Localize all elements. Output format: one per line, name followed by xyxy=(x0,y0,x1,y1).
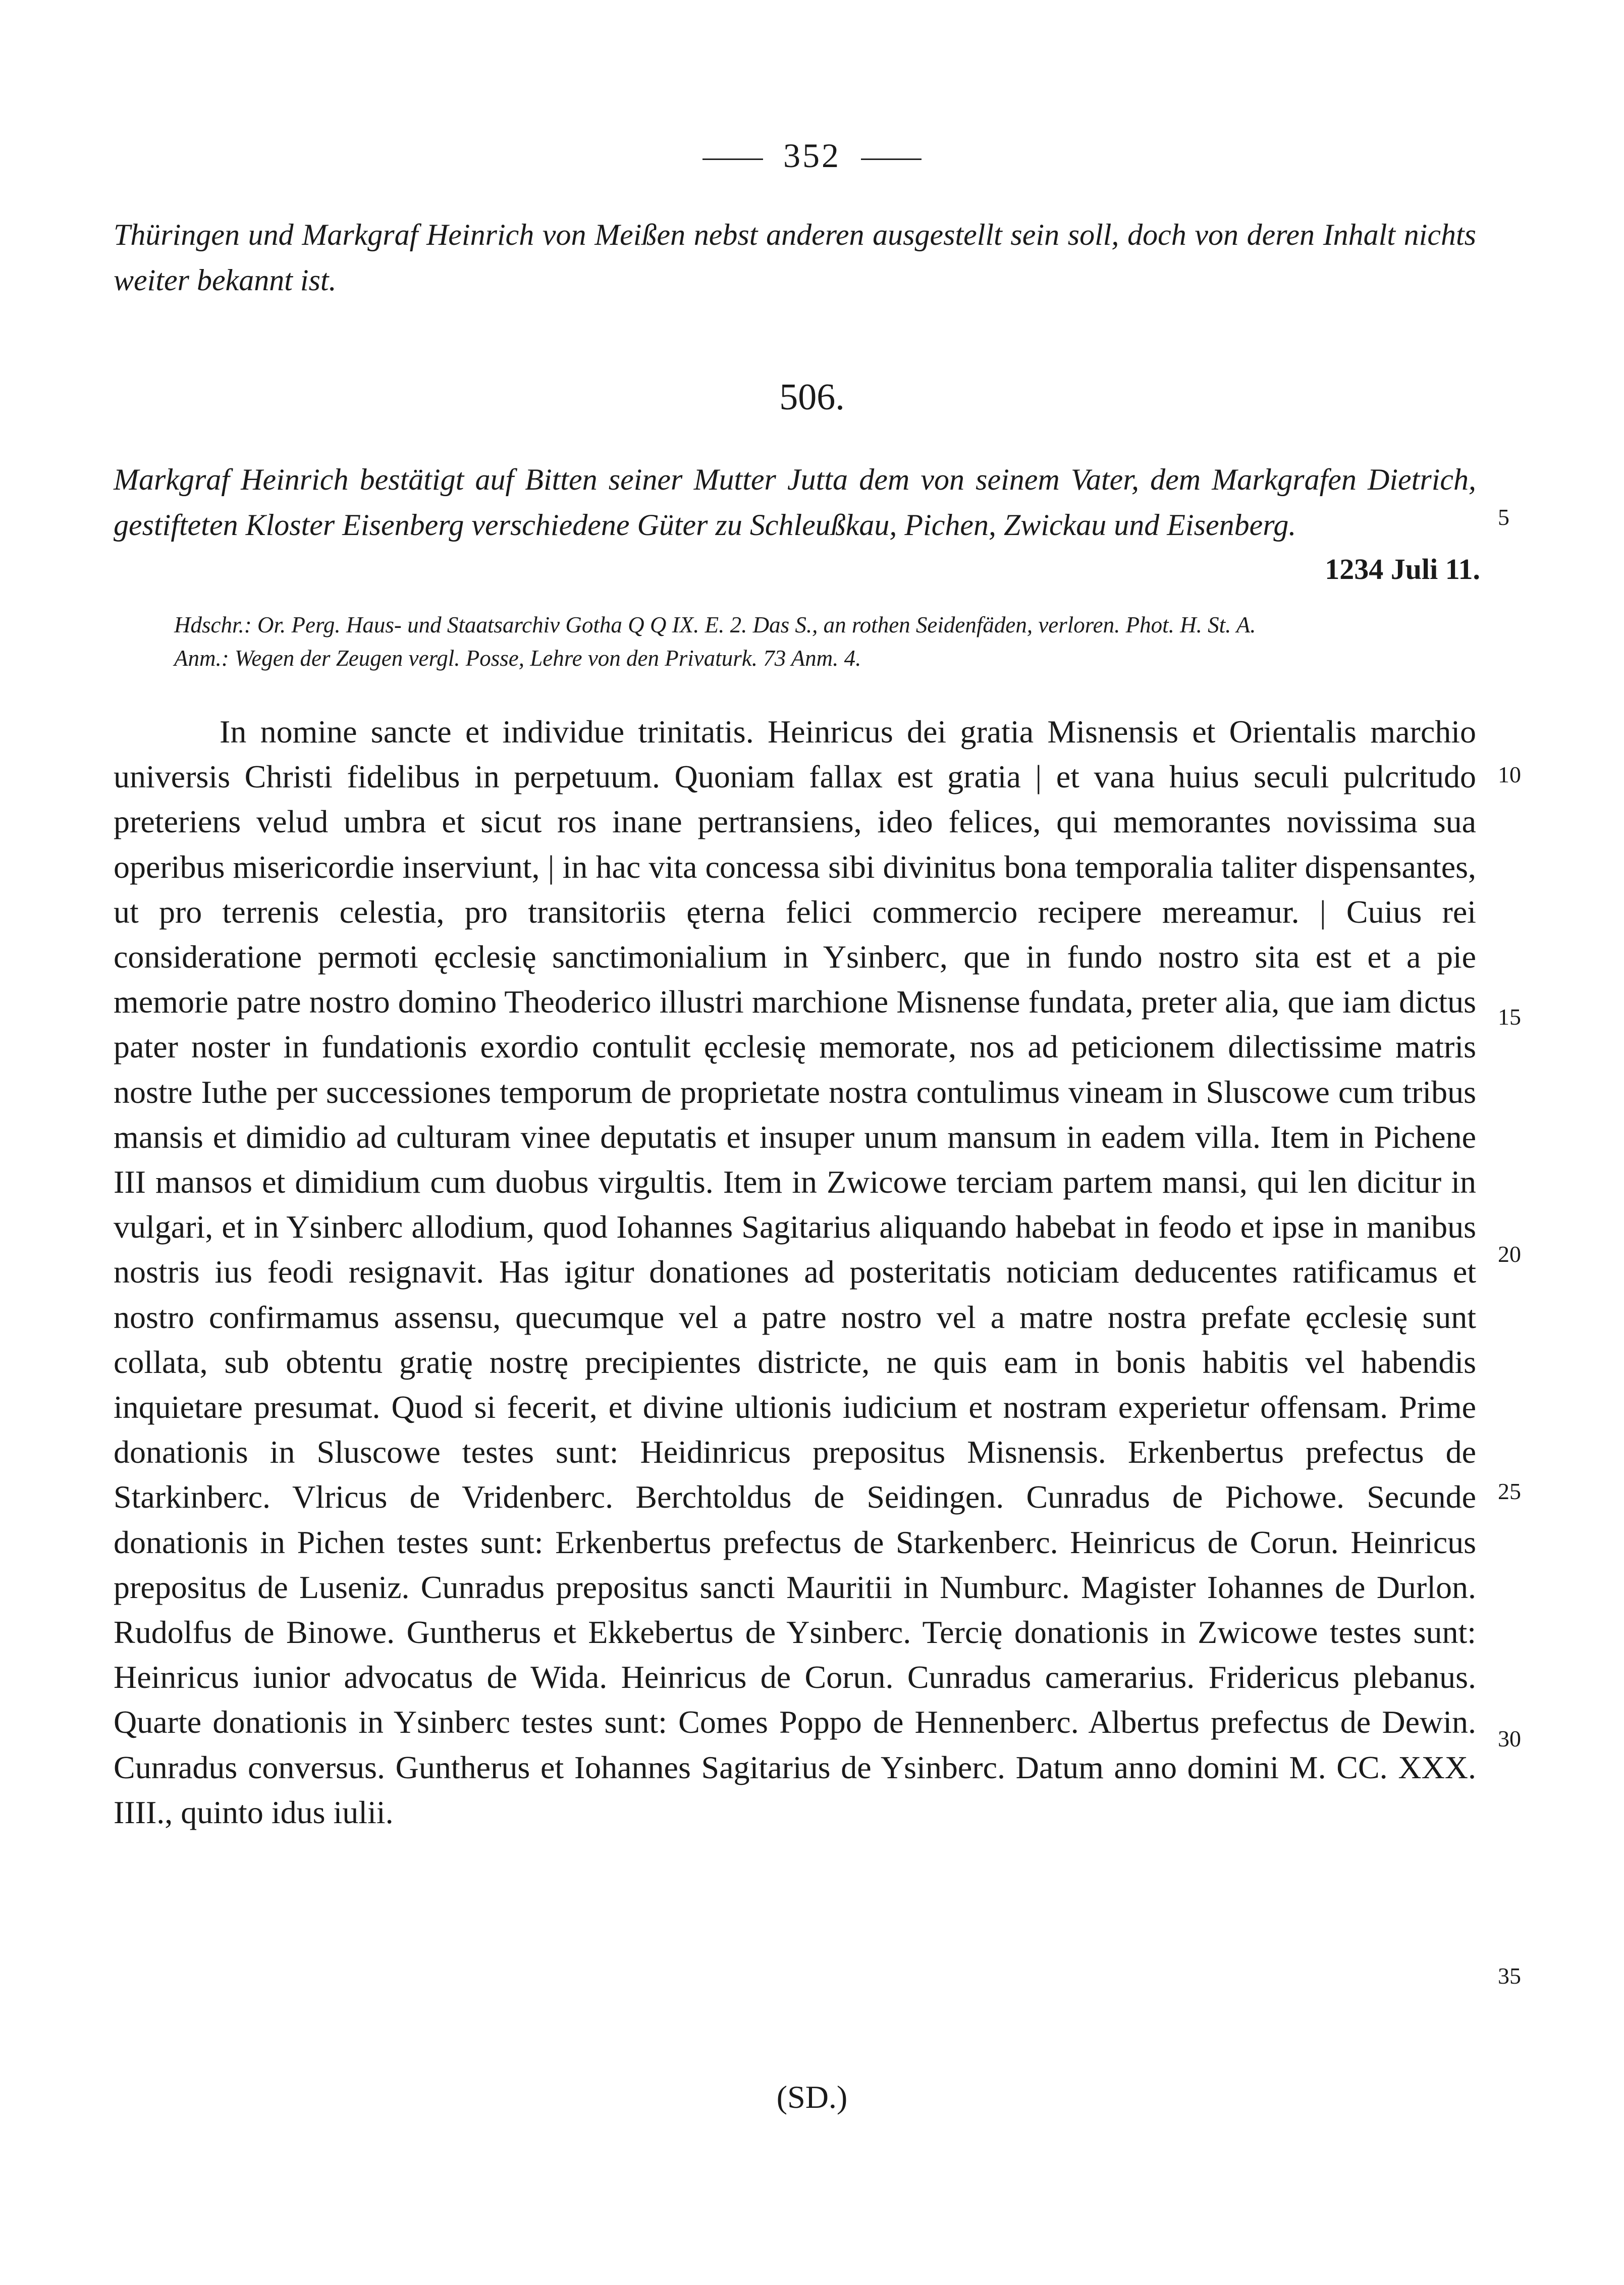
head-rule-right xyxy=(861,158,922,160)
line-number-35: 35 xyxy=(1498,1963,1521,1989)
head-rule-left xyxy=(702,158,763,160)
running-head xyxy=(0,135,1624,176)
line-number-5: 5 xyxy=(1498,504,1509,530)
annotation-label: Anm.: xyxy=(174,646,229,671)
page-number: 352 xyxy=(783,136,841,175)
line-number-30: 30 xyxy=(1498,1726,1521,1751)
signature-note: (SD.) xyxy=(776,2079,848,2115)
annotation-text: Wegen der Zeugen vergl. Posse, Lehre von den Privaturk. 73 Anm. 4. xyxy=(234,646,861,671)
charter-text xyxy=(114,709,1476,1835)
regest-summary: Markgraf Heinrich bestätigt auf Bitten seiner Mutter Jutta dem von seinem Vater, dem Markgrafen Dietrich, gestifteten Kloster Eisenberg verschiedene Güter zu Schleußkau, Pichen, Zwickau und Eisenberg. xyxy=(114,463,1476,542)
document-number: 506. xyxy=(779,377,845,418)
source-label: Hdschr.: xyxy=(174,612,252,637)
source-notes xyxy=(174,608,1496,675)
line-number-25: 25 xyxy=(1498,1478,1521,1504)
source-text: Or. Perg. Haus- und Staatsarchiv Gotha Q Q IX. E. 2. Das S., an rothen Seidenfäden, verloren. Phot. H. St. A. xyxy=(257,612,1256,637)
line-number-15: 15 xyxy=(1498,1004,1521,1030)
regest-date: 1234 Juli 11. xyxy=(1325,553,1480,586)
line-number-20: 20 xyxy=(1498,1241,1521,1267)
annotation-note xyxy=(174,642,1496,675)
charter-body: In nomine sancte et individue trinitatis. Heinricus dei gratia Misnensis et Orientalis marchio universis Christi fidelibus in perpetuum. Quoniam fallax est gratia | et vana huius seculi pulcritudo preteriens velud umbra et sicut ros inane pertransiens, ideo felices, qui memorantes novissima sua operibus misericordie inserviunt, | in hac vita concessa sibi divinitus bona temporalia taliter dispensantes, ut pro terrenis celestia, pro transitoriis ęterna felici commercio recipere mereamur. | Cuius rei consideratione permoti ęcclesię sanctimonialium in Ysinberc, que in fundo nostro sita est et a pie memorie patre nostro domino Theoderico illustri marchione Misnense fundata, preter alia, que iam dictus pater noster in fundationis exordio contulit ęcclesię memorate, nos ad peticionem dilectissime matris nostre Iuthe per successiones temporum de proprietate nostra contulimus vineam in Sluscowe cum tribus mansis et dimidio ad culturam vinee deputatis et insuper unum mansum in eadem villa. Item in Pichene III mansos et dimidium cum duobus virgultis. Item in Zwicowe terciam partem mansi, qui len dicitur in vulgari, et in Ysinberc allodium, quod Iohannes Sagitarius aliquando habebat in feodo et ipse in manibus nostris ius feodi resignavit. Has igitur donationes ad posteritatis noticiam deducentes ratificamus et nostro confirmamus assensu, quecumque vel a patre nostro vel a matre nostra prefate ęcclesię sunt collata, sub obtentu gratię nostrę precipientes districte, ne quis eam in bonis habitis vel habendis inquietare presumat. Quod si fecerit, et divine ultionis iudicium et nostram experietur offensam. Prime donationis in Sluscowe testes sunt: Heidinricus prepositus Misnensis. Erkenbertus prefectus de Starkinberc. Vlricus de Vridenberc. Berchtoldus de Seidingen. Cunradus de Pichowe. Secunde donationis in Pichen testes sunt: Erkenbertus prefectus de Starkenberc. Heinricus de Corun. Heinricus prepositus de Luseniz. Cunradus prepositus sancti Mauritii in Numburc. Magister Iohannes de Durlon. Rudolfus de Binowe. Guntherus et Ekkebertus de Ysinberc. Tercię donationis in Zwicowe testes sunt: Heinricus iunior advocatus de Wida. Heinricus de Corun. Cunradus camerarius. Fridericus plebanus. Quarte donationis in Ysinberc testes sunt: Comes Poppo de Hennenberc. Albertus prefectus de Dewin. Cunradus conversus. Guntherus et Iohannes Sagitarius de Ysinberc. Datum anno domini M. CC. XXX. IIII., quinto idus iulii. xyxy=(114,714,1476,1830)
line-number-10: 10 xyxy=(1498,762,1521,787)
source-note xyxy=(174,608,1496,642)
previous-entry-continuation: Thüringen und Markgraf Heinrich von Meißen nebst anderen ausgestellt sein soll, doch von deren Inhalt nichts weiter bekannt ist. xyxy=(114,218,1476,297)
